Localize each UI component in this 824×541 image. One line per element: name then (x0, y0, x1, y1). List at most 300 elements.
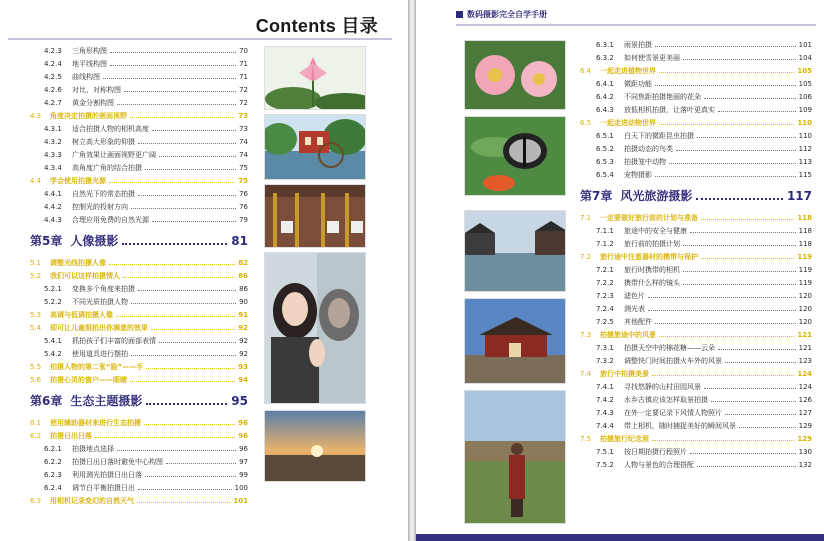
leader-dots (718, 105, 796, 112)
toc-page: 130 (798, 448, 812, 456)
toc-page: 96 (238, 432, 248, 440)
bottom-band (416, 534, 824, 541)
toc-page: 119 (798, 279, 812, 287)
toc-number: 5.2 (30, 272, 42, 280)
leader-dots (130, 111, 235, 118)
toc-title: 带上相机，随时捕捉美好的瞬间风景 (624, 422, 736, 430)
leader-dots (138, 284, 236, 291)
toc-page: 72 (239, 86, 248, 94)
toc-subsection (30, 442, 248, 455)
toc-page: 75 (238, 177, 248, 185)
leader-dots (655, 40, 796, 47)
temple-photo (464, 298, 566, 384)
toc-number: 7.5.2 (596, 461, 614, 469)
leader-dots (655, 170, 796, 177)
toc-number: 7.3.1 (596, 344, 614, 352)
toc-subsection (580, 445, 812, 458)
toc-title: 按日期拍摄行程照片 (624, 448, 687, 456)
toc-page: 105 (797, 67, 812, 75)
toc-number: 7.2.2 (596, 279, 614, 287)
leader-dots (659, 330, 794, 337)
leader-dots (701, 252, 794, 259)
toc-number: 5.1 (30, 259, 42, 267)
toc-title: 调整光线拍摄人像 (50, 259, 106, 267)
leader-dots (652, 434, 794, 441)
toc-title: 放低相机拍摄，让落叶更真实 (624, 106, 715, 114)
toc-number: 6.1 (30, 419, 42, 427)
toc-page: 93 (238, 363, 248, 371)
toc-title: 携带什么样的镜头 (624, 279, 680, 287)
toc-title: 微距功能 (624, 80, 652, 88)
leader-dots (144, 418, 235, 425)
toc-page: 105 (798, 80, 812, 88)
toc-number: 4.3.3 (44, 151, 62, 159)
toc-subsection (580, 354, 812, 367)
toc-number: 4.2.5 (44, 73, 62, 81)
toc-title: 在外一定要记录下风情人物照片 (624, 409, 722, 417)
toc-title: 拍摄笼中动物 (624, 158, 666, 166)
toc-section (30, 308, 248, 321)
header-square-icon (456, 11, 463, 18)
leader-dots (166, 457, 236, 464)
toc-number: 7.3 (580, 331, 592, 339)
leader-dots (683, 53, 796, 60)
toc-subsection (30, 187, 248, 200)
contents-title: Contents 目录 (255, 16, 378, 36)
toc-number: 6.3.2 (596, 54, 614, 62)
leader-dots (151, 323, 235, 330)
toc-page: 129 (798, 422, 812, 430)
toc-number: 5.3 (30, 311, 42, 319)
toc-title: 变换多个角度来拍摄 (72, 285, 135, 293)
toc-title: 三角形构图 (72, 47, 107, 55)
toc-page: 72 (239, 99, 248, 107)
toc-page: 127 (798, 409, 812, 417)
toc-title: 拍摄人物的第二张“脸”——手 (50, 363, 144, 371)
toc-page: 118 (798, 227, 812, 235)
leader-dots (659, 66, 794, 73)
toc-number: 7.2.3 (596, 292, 614, 300)
toc-subsection (580, 129, 812, 142)
toc-title: 旅途中的安全与健康 (624, 227, 687, 235)
watertown-photo (464, 210, 566, 292)
toc-page: 121 (798, 344, 812, 352)
toc-number: 7.5.1 (596, 448, 614, 456)
leader-dots (683, 265, 796, 272)
toc-section (30, 373, 248, 386)
toc-number: 4.3.2 (44, 138, 62, 146)
toc-page: 104 (798, 54, 812, 62)
traveler-photo (464, 390, 566, 524)
toc-number: 7.4.2 (596, 396, 614, 404)
toc-subsection (580, 168, 812, 181)
toc-subsection (580, 380, 812, 393)
toc-subsection (30, 455, 248, 468)
toc-page: 120 (798, 318, 812, 326)
header-rule (456, 24, 816, 26)
leader-dots (648, 291, 796, 298)
toc-subsection (580, 142, 812, 155)
toc-page: 99 (239, 471, 248, 479)
toc-title: 树立高大形象的仰摄 (72, 138, 135, 146)
toc-page: 119 (798, 266, 812, 274)
leader-dots (683, 239, 796, 246)
toc-page: 96 (238, 419, 248, 427)
toc-title: 测光表 (624, 305, 645, 313)
toc-title: 合理应用免费的自然光源 (72, 216, 149, 224)
portrait-photo (264, 252, 366, 404)
leader-dots (146, 362, 235, 369)
toc-number: 6.5.2 (596, 145, 614, 153)
toc-number: 7.5 (580, 435, 592, 443)
toc-subsection (580, 38, 812, 51)
toc-title: 人物与景色的合理搭配 (624, 461, 694, 469)
toc-subsection (580, 341, 812, 354)
leader-dots (122, 234, 227, 245)
chapter-number: 第7章 (580, 189, 613, 203)
leader-dots (109, 176, 235, 183)
toc-number: 7.2.5 (596, 318, 614, 326)
toc-number: 5.6 (30, 376, 42, 384)
chapter-page: 117 (786, 189, 812, 203)
leader-dots (704, 92, 796, 99)
toc-title: 雨景拍摄 (624, 41, 652, 49)
title-rule (8, 38, 392, 40)
chapter-page: 81 (231, 234, 248, 248)
toc-number: 6.4 (580, 67, 592, 75)
toc-subsection (30, 468, 248, 481)
leader-dots (725, 356, 796, 363)
toc-page: 86 (239, 285, 248, 293)
chapter-title: 风光旅游摄影 (620, 189, 693, 203)
toc-section (30, 360, 248, 373)
toc-title: 宠物摄影 (624, 171, 652, 179)
toc-number: 4.3.4 (44, 164, 62, 172)
toc-title: 角度决定拍摄的画面视野 (50, 112, 127, 120)
toc-number: 6.4.3 (596, 106, 614, 114)
toc-section (580, 367, 812, 380)
leader-dots (131, 349, 236, 356)
toc-title: 一定要做好旅行前的计划与准备 (600, 214, 698, 222)
toc-title: 高角度广角的结合拍摄 (72, 164, 142, 172)
toc-section (580, 116, 812, 129)
toc-chapter (580, 187, 812, 209)
toc-subsection (580, 237, 812, 250)
toc-title: 拍摄动态的鸟类 (624, 145, 673, 153)
toc-title: 拍摄地点选择 (72, 445, 114, 453)
toc-subsection (30, 295, 248, 308)
leader-dots (697, 460, 796, 467)
toc-number: 6.5.1 (596, 132, 614, 140)
leader-dots (704, 382, 796, 389)
toc-page: 120 (798, 305, 812, 313)
toc-subsection (580, 263, 812, 276)
toc-subsection (580, 315, 812, 328)
toc-title: 用相机记录变幻的自然天气 (50, 497, 134, 505)
butterfly-photo (464, 116, 566, 196)
toc-number: 5.2.2 (44, 298, 62, 306)
toc-title: 地平线构图 (72, 60, 107, 68)
toc-title: 旅行时携带的相机 (624, 266, 680, 274)
toc-subsection (580, 289, 812, 302)
leader-dots (117, 444, 236, 451)
toc-number: 5.2.1 (44, 285, 62, 293)
leader-dots (103, 72, 236, 79)
toc-page: 86 (238, 272, 248, 280)
leader-dots (138, 189, 236, 196)
toc-title: 滤色片 (624, 292, 645, 300)
toc-page: 71 (239, 73, 248, 81)
toc-page: 73 (239, 125, 248, 133)
toc-page: 74 (239, 138, 248, 146)
toc-subsection (30, 481, 248, 494)
toc-number: 6.2.3 (44, 471, 62, 479)
toc-number: 5.4.1 (44, 337, 62, 345)
toc-title: 不同光质拍摄人物 (72, 298, 128, 306)
leader-dots (683, 278, 796, 285)
toc-subsection (580, 155, 812, 168)
toc-title: 拍摄心灵的窗户——眼睛 (50, 376, 127, 384)
toc-subsection (30, 334, 248, 347)
toc-section (580, 432, 812, 445)
toc-title: 拍摄旅途中的风景 (600, 331, 656, 339)
meters-photo (264, 184, 366, 248)
leader-dots (123, 271, 235, 278)
leader-dots (145, 163, 236, 170)
book-title: 数码摄影完全自学手册 (467, 10, 547, 19)
leader-dots (718, 343, 796, 350)
toc-page: 74 (239, 151, 248, 159)
toc-number: 7.1.1 (596, 227, 614, 235)
toc-number: 4.2.7 (44, 99, 62, 107)
leader-dots (655, 317, 796, 324)
toc-number: 7.4.4 (596, 422, 614, 430)
toc-section (580, 328, 812, 341)
leader-dots (152, 215, 236, 222)
toc-page: 91 (238, 311, 248, 319)
toc-page: 71 (239, 60, 248, 68)
chapter-title: 生态主题摄影 (70, 394, 143, 408)
toc-page: 109 (798, 106, 812, 114)
toc-page: 126 (798, 396, 812, 404)
toc-number: 4.2.4 (44, 60, 62, 68)
toc-page: 79 (239, 216, 248, 224)
leader-dots (137, 496, 230, 503)
leader-dots (117, 98, 236, 105)
toc-page: 101 (233, 497, 248, 505)
toc-number: 5.4 (30, 324, 42, 332)
toc-number: 5.5 (30, 363, 42, 371)
toc-number: 6.5.3 (596, 158, 614, 166)
toc-title: 利用测光拍摄日出日落 (72, 471, 142, 479)
sunset-photo (264, 410, 366, 482)
toc-number: 6.5.4 (596, 171, 614, 179)
toc-number: 6.2.1 (44, 445, 62, 453)
toc-subsection (30, 44, 248, 57)
toc-page: 110 (797, 119, 812, 127)
toc-section (30, 429, 248, 442)
toc-section (30, 494, 248, 507)
toc-number: 7.2 (580, 253, 592, 261)
chapter-number: 第6章 (30, 394, 63, 408)
toc-page: 92 (238, 324, 248, 332)
toc-subsection (30, 148, 248, 161)
toc-number: 7.3.2 (596, 357, 614, 365)
toc-subsection (30, 200, 248, 213)
toc-subsection (30, 96, 248, 109)
chapter-page: 95 (231, 394, 248, 408)
toc-title: 拍摄天空中的棉花糖——云朵 (624, 344, 715, 352)
toc-subsection (580, 51, 812, 64)
toc-title: 适合拍摄人物的相机高度 (72, 125, 149, 133)
toc-subsection (580, 77, 812, 90)
toc-number: 7.4.1 (596, 383, 614, 391)
toc-page: 132 (798, 461, 812, 469)
toc-page: 118 (798, 240, 812, 248)
toc-title: 高调与低调拍摄人像 (50, 311, 113, 319)
toc-title: 拍摄日出日落时避免中心构图 (72, 458, 163, 466)
toc-title: 一起走进动物世界 (600, 119, 656, 127)
leader-dots (159, 150, 236, 157)
toc-title: 拍摄日出日落 (50, 432, 92, 440)
toc-page: 118 (797, 214, 812, 222)
leader-dots (697, 131, 796, 138)
toc-title: 我们可以这样拍摄情人 (50, 272, 120, 280)
toc-subsection (30, 213, 248, 226)
leader-dots (110, 59, 236, 66)
toc-title: 一起走进植物世界 (600, 67, 656, 75)
toc-number: 7.1 (580, 214, 592, 222)
toc-subsection (30, 282, 248, 295)
leader-dots (690, 447, 796, 454)
toc-title: 如何使雪景更美丽 (624, 54, 680, 62)
toc-number: 6.2.2 (44, 458, 62, 466)
toc-subsection (30, 122, 248, 135)
toc-page: 112 (798, 145, 812, 153)
toc-page: 73 (238, 112, 248, 120)
toc-subsection (30, 135, 248, 148)
toc-title: 使用道具进行摆拍 (72, 350, 128, 358)
daisy-photo (464, 40, 566, 110)
leader-dots (648, 304, 796, 311)
leader-dots (711, 395, 796, 402)
toc-page: 110 (798, 132, 812, 140)
toc-number: 7.2.1 (596, 266, 614, 274)
toc-page: 119 (797, 253, 812, 261)
toc-number: 4.2.6 (44, 86, 62, 94)
book-header (456, 9, 547, 20)
toc-section (580, 64, 812, 77)
toc-number: 4.3.1 (44, 125, 62, 133)
leader-dots (131, 202, 236, 209)
toc-subsection (580, 224, 812, 237)
toc-number: 4.4.3 (44, 216, 62, 224)
toc-page: 75 (239, 164, 248, 172)
toc-page: 129 (797, 435, 812, 443)
toc-subsection (30, 83, 248, 96)
toc-section (30, 321, 248, 334)
left-page (0, 0, 408, 541)
toc-subsection (580, 103, 812, 116)
toc-page: 96 (239, 445, 248, 453)
toc-title: 寻找悠静的山村田园风景 (624, 383, 701, 391)
toc-page: 76 (239, 203, 248, 211)
leader-dots (146, 394, 227, 405)
toc-page: 76 (239, 190, 248, 198)
leader-dots (109, 258, 235, 265)
leader-dots (131, 297, 236, 304)
toc-title: 旅行前的拍摄计划 (624, 240, 680, 248)
toc-title: 自然光下的常态拍摄 (72, 190, 135, 198)
toc-number: 4.2.3 (44, 47, 62, 55)
toc-title: 曲线构图 (72, 73, 100, 81)
toc-number: 6.4.1 (596, 80, 614, 88)
leader-dots (701, 213, 794, 220)
toc-title: 调整快门时间拍摄火车外的风景 (624, 357, 722, 365)
toc-number: 4.4.2 (44, 203, 62, 211)
toc-section (580, 211, 812, 224)
toc-title: 调节白平衡拍摄日出 (72, 484, 135, 492)
toc-number: 4.4 (30, 177, 42, 185)
toc-chapter (30, 392, 248, 414)
toc-number: 5.4.2 (44, 350, 62, 358)
toc-page: 92 (239, 350, 248, 358)
toc-title: 水乡古镇应该怎样取景拍摄 (624, 396, 708, 404)
toc-right (580, 38, 812, 471)
leader-dots (130, 375, 235, 382)
toc-title: 对比、对称构图 (72, 86, 121, 94)
toc-title: 即可让儿童照拍出你满意的效果 (50, 324, 148, 332)
toc-title: 其他配件 (624, 318, 652, 326)
toc-page: 100 (234, 484, 248, 492)
toc-page: 124 (797, 370, 812, 378)
toc-section (30, 256, 248, 269)
toc-page: 106 (798, 93, 812, 101)
toc-subsection (30, 347, 248, 360)
toc-title: 旅行途中注意器材的携带与保护 (600, 253, 698, 261)
toc-page: 123 (798, 357, 812, 365)
leader-dots (95, 431, 235, 438)
toc-left (30, 44, 248, 507)
toc-subsection (580, 393, 812, 406)
toc-title: 抓拍孩子们丰富的面部表情 (72, 337, 156, 345)
chapter-number: 第5章 (30, 234, 63, 248)
leader-dots (116, 310, 235, 317)
toc-page: 70 (239, 47, 248, 55)
toc-page: 120 (798, 292, 812, 300)
toc-page: 82 (238, 259, 248, 267)
leader-dots (152, 124, 236, 131)
toc-title: 使用辅助器材来进行生态拍摄 (50, 419, 141, 427)
toc-subsection (30, 57, 248, 70)
leader-dots (138, 137, 236, 144)
toc-page: 90 (239, 298, 248, 306)
leader-dots (110, 46, 236, 53)
toc-number: 7.4.3 (596, 409, 614, 417)
toc-section (30, 416, 248, 429)
toc-section (30, 109, 248, 122)
leader-dots (690, 226, 796, 233)
leader-dots (655, 79, 796, 86)
toc-title: 拍摄旅行纪念照 (600, 435, 649, 443)
toc-subsection (580, 302, 812, 315)
toc-section (30, 269, 248, 282)
toc-subsection (580, 90, 812, 103)
toc-page: 124 (798, 383, 812, 391)
toc-number: 6.2.4 (44, 484, 62, 492)
toc-page: 94 (238, 376, 248, 384)
toc-number: 7.1.2 (596, 240, 614, 248)
